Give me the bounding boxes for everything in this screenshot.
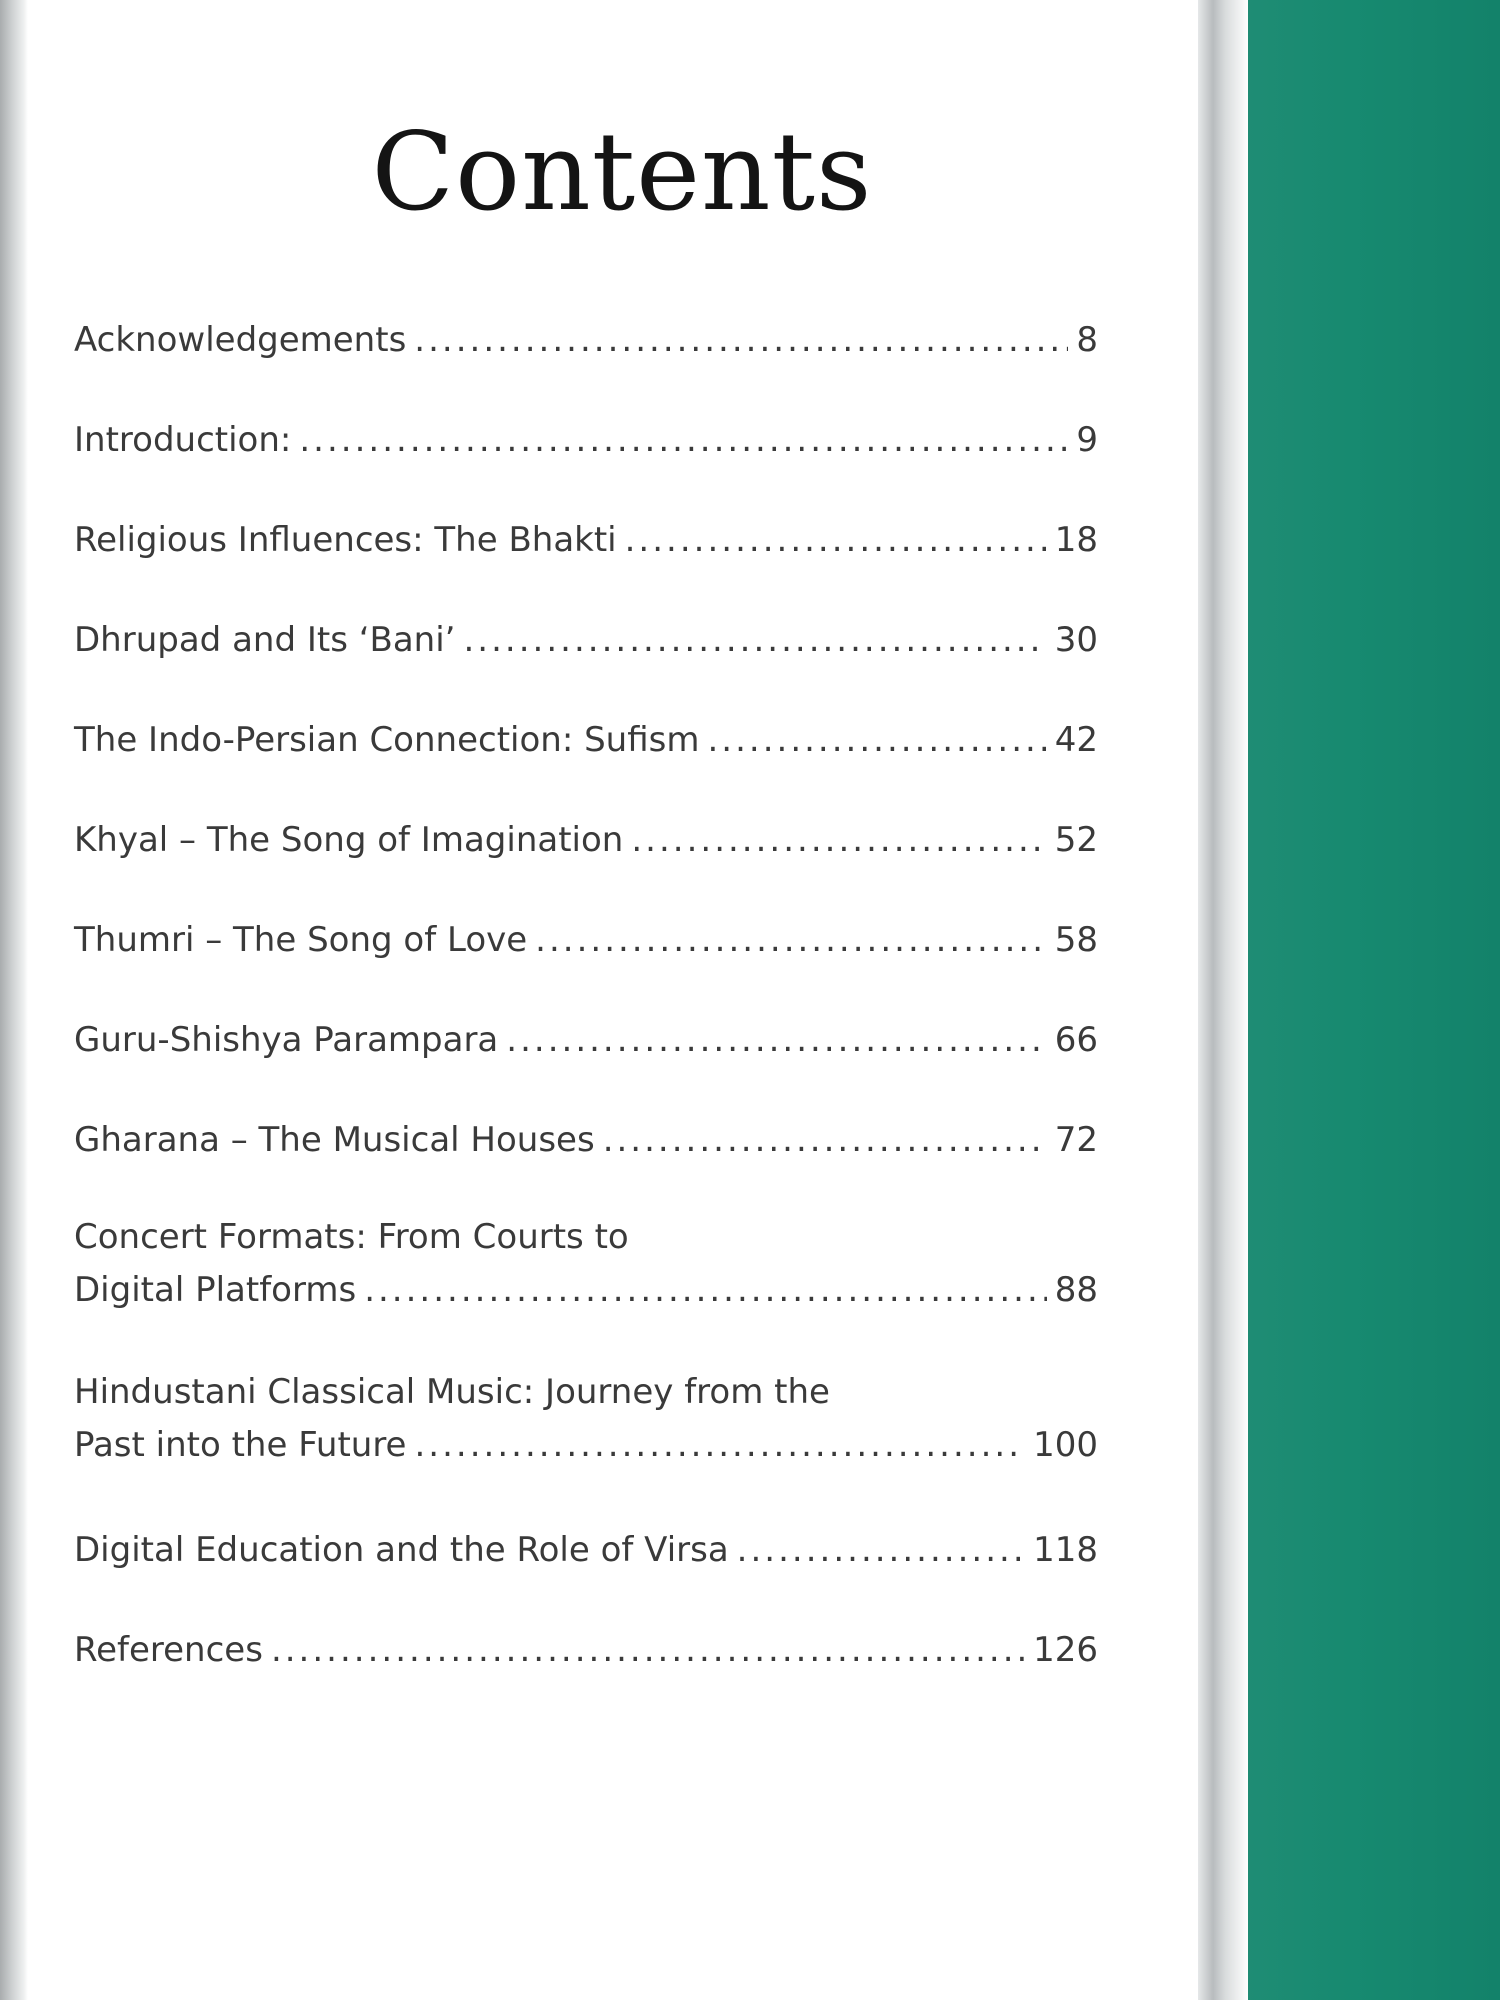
toc-page-number: 118 <box>1033 1530 1098 1570</box>
table-of-contents <box>74 312 1098 1722</box>
toc-page-number: 8 <box>1076 320 1098 360</box>
page-left-edge-shadow <box>0 0 28 2000</box>
dot-leader <box>506 1012 1046 1068</box>
toc-page-number: 72 <box>1054 1120 1098 1160</box>
toc-entry-title-line1: Hindustani Classical Music: Journey from the <box>74 1372 830 1412</box>
toc-entry-thumri[interactable] <box>74 912 1098 1012</box>
toc-entry-dhrupad[interactable] <box>74 612 1098 712</box>
toc-entry-title: Introduction: <box>74 420 292 460</box>
toc-entry-gharana[interactable] <box>74 1112 1098 1212</box>
toc-entry-digital-education[interactable] <box>74 1522 1098 1622</box>
dot-leader <box>299 412 1068 468</box>
toc-page-number: 126 <box>1033 1630 1098 1670</box>
dot-leader <box>414 1417 1025 1473</box>
dot-leader <box>535 912 1047 968</box>
dot-leader <box>707 712 1046 768</box>
green-cover-band <box>1248 0 1500 2000</box>
toc-entry-title: Digital Education and the Role of Virsa <box>74 1530 729 1570</box>
toc-entry-hindustani-classical[interactable] <box>74 1367 1098 1522</box>
toc-page-number: 52 <box>1054 820 1098 860</box>
toc-entry-title: Khyal – The Song of Imagination <box>74 820 624 860</box>
toc-entry-khyal[interactable] <box>74 812 1098 912</box>
toc-entry-title: The Indo-Persian Connection: Sufism <box>74 720 700 760</box>
toc-entry-title: Religious Influences: The Bhakti <box>74 520 617 560</box>
toc-entry-title: Dhrupad and Its ‘Bani’ <box>74 620 456 660</box>
toc-page-number: 9 <box>1076 420 1098 460</box>
toc-entry-concert-formats[interactable] <box>74 1212 1098 1367</box>
contents-heading: Contents <box>371 110 873 235</box>
toc-page-number: 66 <box>1054 1020 1098 1060</box>
toc-entry-acknowledgements[interactable] <box>74 312 1098 412</box>
dot-leader <box>464 612 1047 668</box>
toc-page-number: 30 <box>1054 620 1098 660</box>
toc-entry-indo-persian[interactable] <box>74 712 1098 812</box>
dot-leader <box>631 812 1046 868</box>
page-gutter-shadow <box>1198 0 1248 2000</box>
dot-leader <box>625 512 1047 568</box>
toc-entry-introduction[interactable] <box>74 412 1098 512</box>
dot-leader <box>271 1622 1025 1678</box>
toc-entry-religious-influences[interactable] <box>74 512 1098 612</box>
toc-entry-title: References <box>74 1630 263 1670</box>
dot-leader <box>603 1112 1047 1168</box>
toc-page-number: 58 <box>1054 920 1098 960</box>
toc-entry-references[interactable] <box>74 1622 1098 1722</box>
toc-page-number: 88 <box>1054 1270 1098 1310</box>
toc-page-number: 42 <box>1054 720 1098 760</box>
dot-leader <box>737 1522 1025 1578</box>
toc-page-number: 100 <box>1033 1425 1098 1465</box>
toc-page-number: 18 <box>1054 520 1098 560</box>
toc-entry-title: Gharana – The Musical Houses <box>74 1120 595 1160</box>
toc-entry-title-line2: Digital Platforms <box>74 1270 357 1310</box>
toc-entry-guru-shishya[interactable] <box>74 1012 1098 1112</box>
toc-entry-title: Thumri – The Song of Love <box>74 920 528 960</box>
toc-entry-title-line2: Past into the Future <box>74 1425 407 1465</box>
toc-entry-title: Guru-Shishya Parampara <box>74 1020 499 1060</box>
toc-entry-title-line1: Concert Formats: From Courts to <box>74 1217 629 1257</box>
dot-leader <box>414 312 1068 368</box>
dot-leader <box>364 1262 1047 1318</box>
toc-entry-title: Acknowledgements <box>74 320 407 360</box>
